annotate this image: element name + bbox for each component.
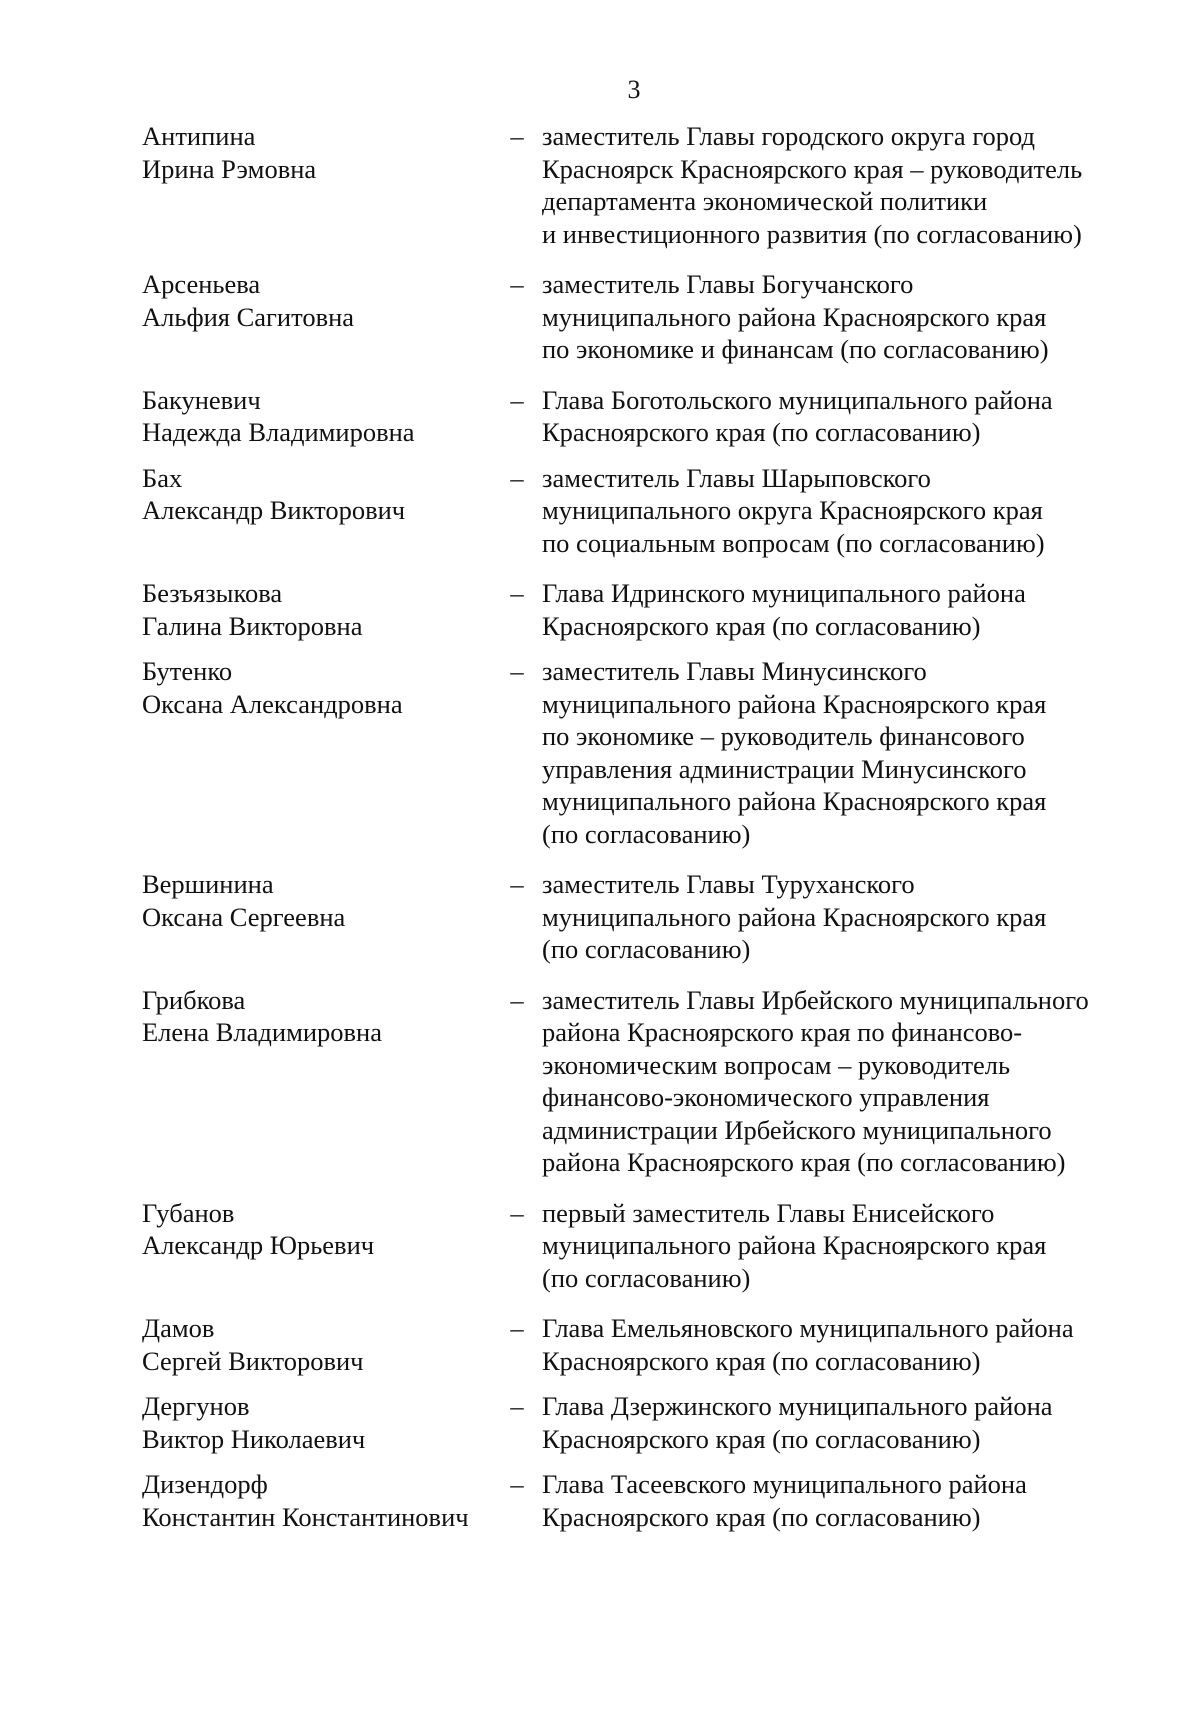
member-position [542, 120, 1142, 250]
member-position [542, 868, 1142, 966]
position-line: заместитель Главы Шарыповского [542, 462, 931, 493]
separator-dash: – [510, 462, 524, 493]
member-given-names: Александр Викторович [142, 495, 406, 525]
position-line: департамента экономической политики [542, 186, 988, 216]
separator-dash: – [510, 1197, 524, 1228]
member-position [542, 268, 1142, 366]
separator-dash: – [510, 869, 524, 899]
member-position [542, 384, 1142, 449]
position-line: заместитель Главы Туруханского [542, 869, 915, 899]
member-position [542, 577, 1142, 642]
position-line: (по согласованию) [542, 1262, 751, 1293]
position-line: муниципального района Красноярского края [542, 688, 1047, 719]
member-name [142, 577, 492, 642]
member-position [542, 462, 1142, 560]
page-number: 3 [627, 75, 641, 104]
roster-entry [142, 268, 1142, 366]
position-line: (по согласованию) [542, 934, 751, 964]
member-position [542, 1197, 1142, 1295]
member-name [142, 868, 492, 966]
position-line: первый заместитель Главы Енисейского [542, 1197, 995, 1228]
position-line: и инвестиционного развития (по согласованию) [542, 218, 1082, 249]
position-line: администрации Ирбейского муниципального [542, 1114, 1052, 1145]
roster-entry [142, 655, 1142, 850]
member-surname: Безъязыкова [142, 578, 283, 608]
separator-dash: – [510, 384, 524, 415]
roster-entry [142, 1197, 1142, 1295]
member-given-names: Надежда Владимировна [142, 417, 415, 447]
member-given-names: Виктор Николаевич [142, 1423, 366, 1454]
position-line: Глава Идринского муниципального района [542, 578, 1026, 608]
separator-dash: – [510, 1469, 524, 1499]
position-line: Красноярск Красноярского края – руководитель [542, 153, 1083, 184]
roster-entry [142, 462, 1142, 560]
separator-dash: – [510, 1391, 524, 1421]
roster-entry [142, 1468, 1142, 1533]
position-line: Красноярского края (по согласованию) [542, 417, 981, 447]
roster-entry [142, 1312, 1142, 1377]
member-name [142, 384, 492, 449]
position-line: Глава Емельяновского муниципального района [542, 1313, 1074, 1343]
separator-dash: – [510, 269, 524, 299]
member-position [542, 984, 1142, 1179]
member-surname: Бакуневич [142, 384, 261, 415]
position-line: управления администрации Минусинского [542, 753, 1027, 784]
member-roster [142, 120, 1142, 1551]
member-name [142, 1468, 492, 1533]
member-given-names: Оксана Сергеевна [142, 901, 346, 932]
member-surname: Грибкова [142, 984, 246, 1015]
member-given-names: Оксана Александровна [142, 688, 403, 719]
member-surname: Дергунов [142, 1391, 250, 1421]
separator-dash: – [510, 656, 524, 686]
member-name [142, 984, 492, 1179]
position-line: заместитель Главы городского округа город [542, 121, 1035, 151]
member-surname: Арсеньева [142, 269, 261, 299]
position-line: финансово-экономического управления [542, 1082, 990, 1112]
position-line: экономическим вопросам – руководитель [542, 1049, 1011, 1080]
member-surname: Дизендорф [142, 1469, 268, 1499]
separator-dash: – [510, 578, 524, 608]
position-line: Красноярского края (по согласованию) [542, 610, 981, 641]
separator-dash: – [510, 1313, 524, 1343]
position-line: заместитель Главы Богучанского [542, 269, 914, 299]
member-name [142, 120, 492, 250]
member-given-names: Ирина Рэмовна [142, 153, 317, 184]
member-surname: Бах [142, 462, 183, 493]
position-line: заместитель Главы Минусинского [542, 656, 927, 686]
member-name [142, 268, 492, 366]
member-given-names: Константин Константинович [142, 1501, 469, 1532]
separator-dash: – [510, 984, 524, 1015]
position-line: по экономике – руководитель финансового [542, 721, 1025, 751]
roster-entry [142, 384, 1142, 449]
position-line: заместитель Главы Ирбейского муниципального [542, 984, 1089, 1015]
position-line: Глава Тасеевского муниципального района [542, 1469, 1027, 1499]
member-given-names: Александр Юрьевич [142, 1230, 375, 1260]
position-line: (по согласованию) [542, 818, 751, 849]
roster-entry [142, 1390, 1142, 1455]
member-name [142, 462, 492, 560]
position-line: по социальным вопросам (по согласованию) [542, 527, 1045, 558]
position-line: по экономике и финансам (по согласованию) [542, 334, 1049, 364]
position-line: муниципального района Красноярского края [542, 786, 1047, 816]
position-line: муниципального района Красноярского края [542, 901, 1047, 932]
member-surname: Дамов [142, 1313, 215, 1343]
member-surname: Вершинина [142, 869, 274, 899]
position-line: района Красноярского края по финансово- [542, 1017, 1023, 1047]
member-position [542, 1312, 1142, 1377]
member-given-names: Елена Владимировна [142, 1017, 382, 1047]
position-line: муниципального округа Красноярского края [542, 495, 1043, 525]
roster-entry [142, 120, 1142, 250]
position-line: Глава Дзержинского муниципального района [542, 1391, 1053, 1421]
position-line: Глава Боготольского муниципального района [542, 384, 1053, 415]
member-name [142, 1312, 492, 1377]
position-line: Красноярского края (по согласованию) [542, 1345, 981, 1376]
position-line: муниципального района Красноярского края [542, 301, 1047, 332]
separator-dash: – [510, 121, 524, 151]
member-given-names: Сергей Викторович [142, 1345, 364, 1376]
position-line: муниципального района Красноярского края [542, 1230, 1047, 1260]
position-line: района Красноярского края (по согласованию) [542, 1147, 1066, 1177]
member-position [542, 655, 1142, 850]
member-position [542, 1390, 1142, 1455]
member-surname: Губанов [142, 1197, 235, 1228]
member-surname: Антипина [142, 121, 256, 151]
member-given-names: Галина Викторовна [142, 610, 363, 641]
member-name [142, 1390, 492, 1455]
roster-entry [142, 577, 1142, 642]
roster-entry [142, 868, 1142, 966]
roster-entry [142, 984, 1142, 1179]
member-name [142, 655, 492, 850]
member-given-names: Альфия Сагитовна [142, 301, 355, 332]
member-surname: Бутенко [142, 656, 233, 686]
member-name [142, 1197, 492, 1295]
position-line: Красноярского края (по согласованию) [542, 1501, 981, 1532]
member-position [542, 1468, 1142, 1533]
position-line: Красноярского края (по согласованию) [542, 1423, 981, 1454]
